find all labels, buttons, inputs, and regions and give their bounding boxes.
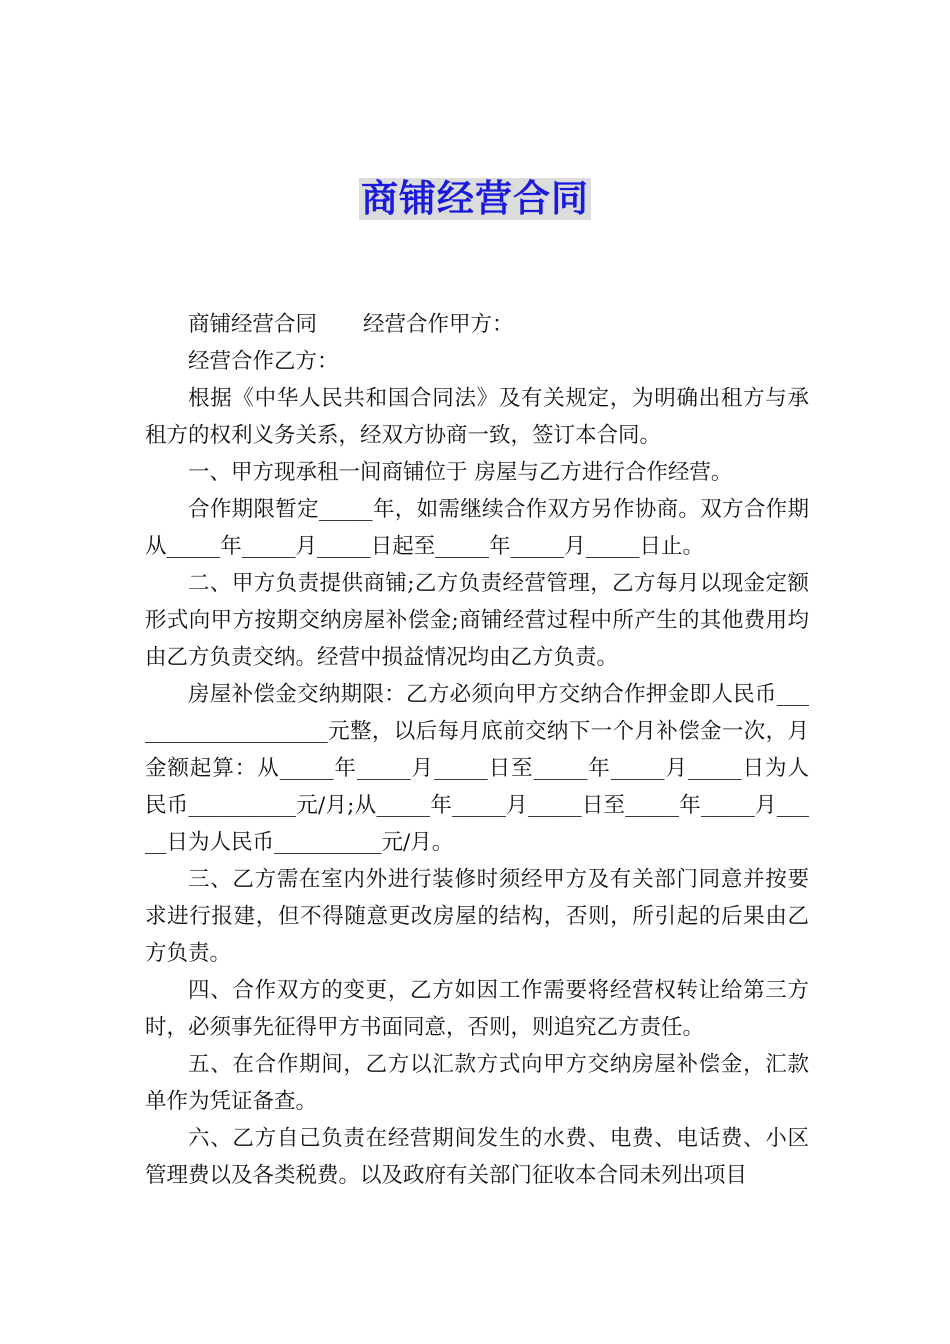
document-title: 商铺经营合同 <box>361 177 589 220</box>
paragraph-clause-4: 四、合作双方的变更，乙方如因工作需要将经营权转让给第三方时，必须事先征得甲方书面同意，否则，则追究乙方责任。 <box>145 978 809 1040</box>
paragraph-payment: 房屋补偿金交纳期限：乙方必须向甲方交纳合作押金即人民币____________________元整，以后每月底前交纳下一个月补偿金一次，月金额起算：从_____年_____月_____日至_____年_____月_____日为人民币__________元/月;从_____年_____月_____日至_____年_____月_____日为人民币__________元/月。 <box>145 682 809 855</box>
title-container <box>0 178 950 220</box>
paragraph-clause-3: 三、乙方需在室内外进行装修时须经甲方及有关部门同意并按要求进行报建，但不得随意更改房屋的结构，否则，所引起的后果由乙方负责。 <box>145 867 809 966</box>
paragraph-clause-6: 六、乙方自己负责在经营期间发生的水费、电费、电话费、小区管理费以及各类税费。以及政府有关部门征收本合同未列出项目 <box>145 1126 809 1188</box>
paragraph-clause-2: 二、甲方负责提供商铺;乙方负责经营管理，乙方每月以现金定额形式向甲方按期交纳房屋补偿金;商铺经营过程中所产生的其他费用均由乙方负责交纳。经营中损益情况均由乙方负责。 <box>145 571 809 670</box>
paragraph-header <box>145 306 809 343</box>
header-label: 商铺经营合同 <box>188 312 318 337</box>
paragraph-clause-1: 一、甲方现承租一间商铺位于 房屋与乙方进行合作经营。 <box>188 460 733 485</box>
paragraph-term: 合作期限暂定_____年，如需继续合作双方另作协商。双方合作期从_____年_____月_____日起至_____年_____月_____日止。 <box>145 497 809 559</box>
paragraph-party-b: 经营合作乙方： <box>188 349 339 374</box>
party-a-label: 经营合作甲方： <box>363 312 514 337</box>
paragraph-clause-5: 五、在合作期间，乙方以汇款方式向甲方交纳房屋补偿金，汇款单作为凭证备查。 <box>145 1052 809 1114</box>
paragraph-preamble: 根据《中华人民共和国合同法》及有关规定，为明确出租方与承租方的权利义务关系，经双方协商一致，签订本合同。 <box>145 386 809 448</box>
document-body <box>145 306 809 1194</box>
